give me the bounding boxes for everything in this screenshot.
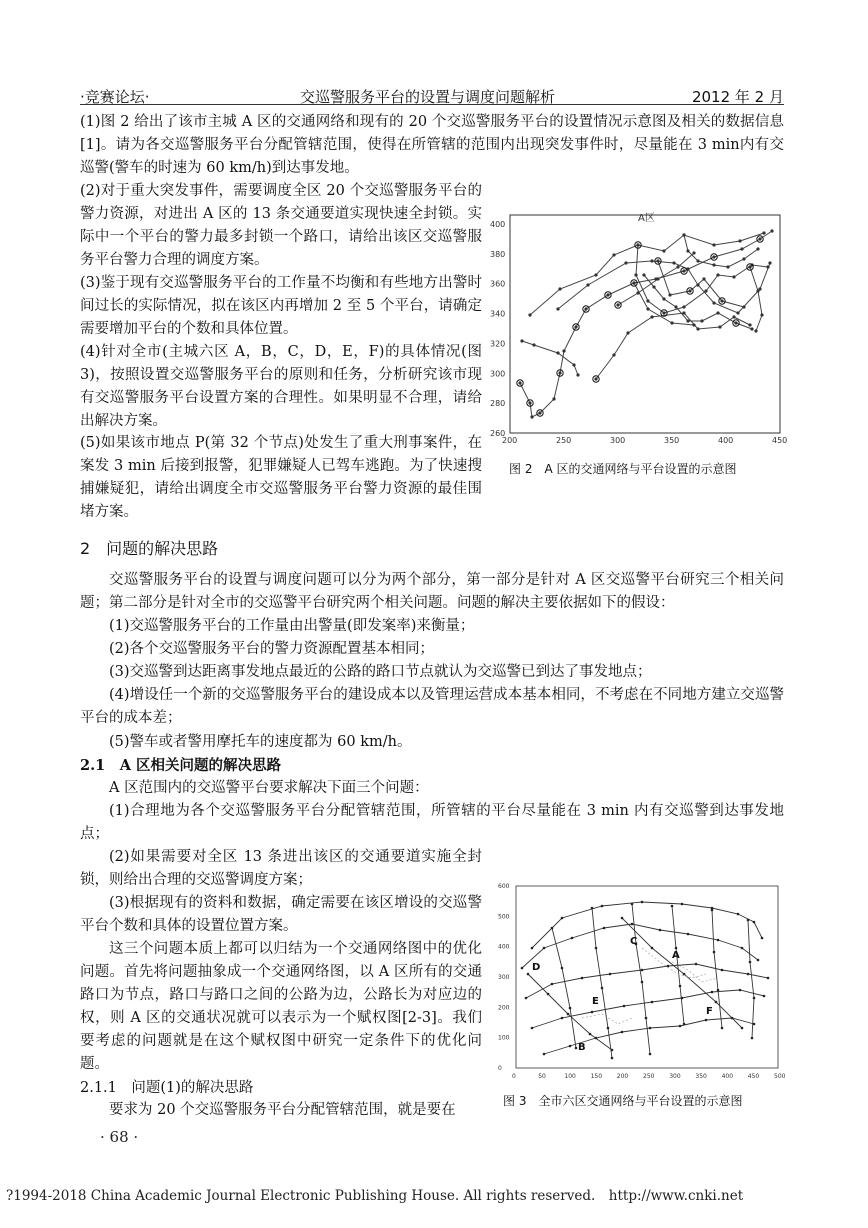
x-tick-label: 450 bbox=[747, 1073, 760, 1080]
network-node bbox=[561, 1017, 564, 1020]
network-node bbox=[761, 937, 764, 940]
network-node bbox=[632, 281, 635, 284]
road-line bbox=[528, 974, 612, 1050]
network-node bbox=[716, 273, 719, 276]
assumption-2: (2)各个交巡警服务平台的警力资源配置基本相同； bbox=[109, 641, 435, 657]
network-node bbox=[586, 283, 589, 286]
copyright-footer: ?1994-2018 China Academic Journal Electronic Publishing House. All rights reserved. http://www.cnki.net bbox=[6, 1188, 744, 1204]
network-node bbox=[611, 1057, 614, 1060]
network-node bbox=[721, 1027, 724, 1030]
road-line bbox=[684, 235, 758, 267]
network-node bbox=[753, 921, 756, 924]
network-node bbox=[704, 289, 707, 292]
network-node bbox=[692, 251, 695, 254]
network-node bbox=[731, 1017, 734, 1020]
network-node bbox=[656, 259, 659, 262]
network-node bbox=[636, 243, 639, 246]
x-tick-label: 300 bbox=[669, 1073, 681, 1080]
network-node bbox=[531, 947, 534, 950]
figure-2-nodes bbox=[518, 229, 773, 418]
road-line bbox=[522, 924, 758, 968]
network-node bbox=[646, 307, 649, 310]
network-node bbox=[591, 907, 594, 910]
network-node bbox=[572, 363, 575, 366]
network-node bbox=[631, 923, 634, 926]
network-node bbox=[662, 311, 665, 314]
road-line bbox=[522, 341, 578, 375]
network-node bbox=[712, 243, 715, 246]
region-label-e: E bbox=[592, 996, 599, 1007]
network-node bbox=[624, 261, 627, 264]
subsection-2-1-1-heading: 2.1.1 问题(1)的解决思路 bbox=[80, 1080, 254, 1096]
network-node bbox=[558, 287, 561, 290]
network-node bbox=[738, 239, 741, 242]
problem-5-paragraph: (5)如果该市地点 P(第 32 个节点)处发生了重大刑事案件，在案发 3 min 后接到报警，犯罪嫌疑人已驾车逃跑。为了快速搜捕嫌疑犯，请给出调度全市交巡警服务平台警力资源的最佳围堵方案。 bbox=[80, 435, 482, 520]
network-node bbox=[612, 353, 615, 356]
x-tick-label: 350 bbox=[664, 436, 680, 445]
network-node bbox=[671, 905, 674, 908]
network-node bbox=[770, 229, 773, 232]
network-node bbox=[762, 231, 765, 234]
x-tick-label: 450 bbox=[772, 436, 788, 445]
x-tick-label: 250 bbox=[556, 436, 572, 445]
network-node bbox=[674, 305, 677, 308]
x-tick-label: 350 bbox=[695, 1073, 707, 1080]
network-node bbox=[682, 305, 685, 308]
network-node bbox=[739, 989, 742, 992]
network-node bbox=[591, 1011, 594, 1014]
network-node bbox=[742, 305, 745, 308]
journal-column-label: ·竞赛论坛· bbox=[80, 88, 150, 106]
figure-2-platforms bbox=[517, 236, 763, 416]
network-node bbox=[594, 273, 597, 276]
network-node bbox=[720, 299, 723, 302]
figure-3-caption: 图 3 全市六区交通网络与平台设置的示意图 bbox=[503, 1094, 743, 1108]
network-node bbox=[634, 273, 637, 276]
figure-3-nodes bbox=[521, 901, 770, 1060]
network-node bbox=[712, 263, 715, 266]
y-tick-label: 360 bbox=[490, 279, 506, 289]
network-node bbox=[749, 961, 752, 964]
y-tick-label: 280 bbox=[490, 399, 506, 409]
y-tick-label: 400 bbox=[498, 943, 510, 951]
road-line bbox=[622, 918, 742, 1028]
road-line bbox=[632, 904, 650, 1054]
network-node bbox=[662, 297, 665, 300]
network-node bbox=[716, 311, 719, 314]
network-node bbox=[528, 401, 531, 404]
network-node bbox=[679, 1025, 682, 1028]
network-node bbox=[649, 1027, 652, 1030]
network-node bbox=[556, 307, 559, 310]
figure-3-road-network bbox=[522, 902, 768, 1058]
network-node bbox=[642, 273, 645, 276]
network-node bbox=[748, 265, 751, 268]
network-node bbox=[621, 1031, 624, 1034]
network-node bbox=[532, 343, 535, 346]
network-node bbox=[695, 963, 698, 966]
network-node bbox=[543, 1053, 546, 1056]
road-line bbox=[552, 928, 576, 1048]
network-node bbox=[521, 967, 524, 970]
network-node bbox=[747, 919, 750, 922]
network-node bbox=[589, 1033, 592, 1036]
network-node bbox=[711, 909, 714, 912]
network-node bbox=[518, 381, 521, 384]
network-node bbox=[667, 965, 670, 968]
x-tick-label: 150 bbox=[590, 1073, 603, 1080]
network-node bbox=[649, 1053, 652, 1056]
road-line bbox=[520, 231, 772, 417]
network-node bbox=[561, 967, 564, 970]
problem-1-paragraph: (1)图 2 给出了该市主城 A 区的交通网络和现有的 20 个交巡警服务平台的设置情况示意图及相关的数据信息[1]。请为各交巡警服务平台分配管辖范围，使得在所管辖的范围内出现突发事件时，尽量能在 3 min内有交巡警(警车的时速为 60 km/h)到达事发地。 bbox=[80, 114, 784, 176]
network-node bbox=[763, 995, 766, 998]
network-node bbox=[621, 917, 624, 920]
header-rule bbox=[80, 104, 784, 105]
last-paragraph: 要求为 20 个交巡警服务平台分配管辖范围，就是要在 bbox=[109, 1102, 456, 1118]
network-node bbox=[767, 977, 770, 980]
network-node bbox=[741, 947, 744, 950]
assumption-1: (1)交巡警服务平台的工作量由出警量(即发案率)来衡量； bbox=[109, 618, 475, 634]
figure-3-region-labels bbox=[532, 936, 713, 1053]
network-node bbox=[626, 331, 629, 334]
running-title: 交巡警服务平台的设置与调度问题解析 bbox=[300, 88, 556, 106]
network-node bbox=[718, 325, 721, 328]
network-node bbox=[645, 1017, 648, 1020]
network-node bbox=[646, 299, 649, 302]
network-node bbox=[607, 1027, 610, 1030]
network-node bbox=[756, 247, 759, 250]
network-node bbox=[721, 969, 724, 972]
network-node bbox=[700, 319, 703, 322]
network-node bbox=[726, 265, 729, 268]
road-line bbox=[532, 902, 762, 948]
network-node bbox=[551, 927, 554, 930]
network-node bbox=[682, 269, 685, 272]
network-node bbox=[611, 1049, 614, 1052]
x-tick-label: 200 bbox=[616, 1073, 629, 1080]
x-tick-label: 400 bbox=[721, 1073, 734, 1080]
network-node bbox=[656, 277, 659, 280]
y-tick-label: 260 bbox=[490, 429, 506, 438]
network-node bbox=[571, 937, 574, 940]
x-tick-label: 250 bbox=[643, 1073, 655, 1080]
network-node bbox=[616, 303, 619, 306]
y-tick-label: 300 bbox=[498, 974, 510, 981]
network-node bbox=[712, 301, 715, 304]
network-node bbox=[717, 939, 720, 942]
network-node bbox=[712, 255, 715, 258]
network-node bbox=[683, 1023, 686, 1026]
network-node bbox=[659, 929, 662, 932]
network-node bbox=[686, 249, 689, 252]
network-node bbox=[681, 903, 684, 906]
network-node bbox=[651, 1001, 654, 1004]
optimization-paragraph: 这三个问题本质上都可以归结为一个交通网络图中的优化问题。首先将问题抽象成一个交通网络图，以 A 区所有的交通路口为节点，路口与路口之间的公路为边，公路长为对应边的权，则 A 区的交通状况就可以表示为一个赋权图[2-3]。我们要考虑的问题就是在这个赋权图中研究一定条件下的优化问题。 bbox=[80, 941, 482, 1072]
network-node bbox=[717, 989, 720, 992]
region-label-f: F bbox=[706, 1006, 713, 1017]
road-line bbox=[532, 990, 764, 1028]
subsection-2-1-intro: A 区范围内的交巡警平台要求解决下面三个问题： bbox=[109, 780, 429, 796]
network-node bbox=[688, 289, 691, 292]
network-node bbox=[569, 1045, 572, 1048]
network-node bbox=[670, 321, 673, 324]
network-node bbox=[538, 411, 541, 414]
network-node bbox=[732, 275, 735, 278]
figure-2-network-plot bbox=[488, 205, 788, 450]
network-node bbox=[736, 311, 739, 314]
network-node bbox=[631, 903, 634, 906]
network-node bbox=[525, 997, 528, 1000]
y-tick-label: 0 bbox=[498, 1065, 502, 1072]
y-tick-label: 320 bbox=[490, 339, 506, 349]
figure-2-road-network bbox=[520, 231, 772, 417]
y-tick-label: 600 bbox=[498, 883, 510, 890]
network-node bbox=[742, 257, 745, 260]
issue-date: 2012 年 2 月 bbox=[691, 88, 784, 106]
region-label-a: A bbox=[672, 950, 680, 961]
network-node bbox=[686, 319, 689, 322]
x-tick-label: 400 bbox=[718, 436, 734, 445]
network-node bbox=[705, 1019, 708, 1022]
network-node bbox=[662, 249, 665, 252]
network-node bbox=[531, 1027, 534, 1030]
network-node bbox=[594, 377, 597, 380]
network-node bbox=[641, 969, 644, 972]
network-node bbox=[651, 947, 654, 950]
network-node bbox=[612, 253, 615, 256]
network-node bbox=[601, 987, 604, 990]
network-node bbox=[672, 261, 675, 264]
network-node bbox=[584, 307, 587, 310]
network-node bbox=[603, 927, 606, 930]
road-line bbox=[658, 261, 744, 307]
network-node bbox=[758, 237, 761, 240]
network-node bbox=[748, 323, 751, 326]
network-node bbox=[740, 247, 743, 250]
question-1: (1)合理地为各个交巡警服务平台分配管辖范围，所管辖的平台尽量能在 3 min 内有交巡警到达事发地点； bbox=[80, 803, 784, 842]
network-node bbox=[737, 913, 740, 916]
network-node bbox=[766, 265, 769, 268]
road-line bbox=[750, 267, 762, 331]
network-node bbox=[527, 973, 530, 976]
network-node bbox=[530, 415, 533, 418]
network-node bbox=[641, 981, 644, 984]
assumption-3: (3)交巡警到达距离事发地点最近的公路的路口节点就认为交巡警已到达了事发地点； bbox=[109, 664, 652, 680]
network-node bbox=[682, 311, 685, 314]
section-2-intro: 交巡警服务平台的设置与调度问题可以分为两个部分，第一部分是针对 A 区交巡警平台研究三个相关问题；第二部分是针对全市的交巡警平台研究两个相关问题。问题的解决主要依据如下的假设： bbox=[80, 572, 784, 611]
problem-4-paragraph: (4)针对全市(主城六区 A，B，C，D，E，F)的具体情况(图 3)，按照设置交巡警服务平台的原则和任务，分析研究该市现有交巡警服务平台设置方案的合理性。如果明显不合理，请给出解决方案。 bbox=[80, 344, 482, 429]
network-node bbox=[713, 951, 716, 954]
network-node bbox=[732, 315, 735, 318]
network-node bbox=[768, 261, 771, 264]
figure-2-title: A区 bbox=[638, 213, 655, 224]
figure-3-y-ticks bbox=[498, 883, 510, 1072]
network-node bbox=[753, 997, 756, 1000]
network-node bbox=[753, 1023, 756, 1026]
network-node bbox=[692, 323, 695, 326]
y-tick-label: 500 bbox=[498, 913, 510, 921]
network-node bbox=[561, 917, 564, 920]
network-node bbox=[636, 291, 639, 294]
network-node bbox=[576, 373, 579, 376]
network-node bbox=[528, 313, 531, 316]
network-node bbox=[679, 985, 682, 988]
question-3: (3)根据现有的资料和数据，确定需要在该区增设的交巡警平台个数和具体的设置位置方案。 bbox=[80, 895, 482, 934]
network-node bbox=[760, 313, 763, 316]
network-node bbox=[520, 339, 523, 342]
y-tick-label: 200 bbox=[498, 1004, 510, 1012]
network-node bbox=[747, 973, 750, 976]
y-tick-label: 380 bbox=[490, 249, 506, 259]
network-node bbox=[756, 289, 759, 292]
network-node bbox=[543, 947, 546, 950]
network-node bbox=[750, 327, 753, 330]
network-node bbox=[558, 371, 561, 374]
network-node bbox=[562, 349, 565, 352]
network-node bbox=[552, 397, 555, 400]
network-node bbox=[547, 993, 550, 996]
question-2: (2)如果需要对全区 13 条进出该区的交通要道实施全封锁，则给出合理的交巡警调度方案； bbox=[80, 849, 482, 888]
x-tick-label: 300 bbox=[610, 436, 626, 445]
network-node bbox=[641, 901, 644, 904]
network-node bbox=[676, 265, 679, 268]
y-tick-label: 300 bbox=[490, 369, 506, 379]
problem-2-paragraph: (2)对于重大突发事件，需要调度全区 20 个交巡警服务平台的警力资源，对进出 A 区的 13 条交通要道实现快速全封锁。实际中一个平台的警力最多封锁一个路口，请给出该区交巡警服务平台警力合理的调度方案。 bbox=[80, 183, 482, 268]
x-tick-label: 500 bbox=[774, 1073, 786, 1080]
network-node bbox=[702, 277, 705, 280]
network-node bbox=[650, 259, 653, 262]
network-node bbox=[711, 991, 714, 994]
x-tick-label: 100 bbox=[564, 1073, 576, 1080]
network-node bbox=[683, 973, 686, 976]
network-node bbox=[623, 1005, 626, 1008]
network-node bbox=[682, 233, 685, 236]
network-node bbox=[606, 293, 609, 296]
network-node bbox=[601, 905, 604, 908]
network-node bbox=[751, 1037, 754, 1040]
network-node bbox=[581, 977, 584, 980]
network-node bbox=[675, 947, 678, 950]
x-tick-label: 200 bbox=[502, 436, 518, 445]
figure-3-network-plot bbox=[492, 878, 787, 1083]
network-node bbox=[715, 1001, 718, 1004]
network-node bbox=[734, 321, 737, 324]
network-node bbox=[696, 283, 699, 286]
figure-3-x-ticks bbox=[512, 1073, 786, 1080]
network-node bbox=[741, 1027, 744, 1030]
network-node bbox=[681, 997, 684, 1000]
y-tick-label: 400 bbox=[490, 219, 506, 229]
assumption-5: (5)警车或者警用摩托车的速度都为 60 km/h。 bbox=[109, 734, 412, 750]
network-node bbox=[574, 325, 577, 328]
network-node bbox=[754, 329, 757, 332]
road-line bbox=[748, 920, 754, 1038]
network-node bbox=[595, 1037, 598, 1040]
network-node bbox=[650, 315, 653, 318]
network-node bbox=[575, 1047, 578, 1050]
page-number: · 68 · bbox=[100, 1128, 139, 1146]
figure-2-y-ticks bbox=[490, 220, 505, 438]
figure-2-x-ticks bbox=[502, 436, 787, 445]
problem-3-paragraph: (3)鉴于现有交巡警服务平台的工作量不均衡和有些地方出警时间过长的实际情况，拟在该区内再增加 2 至 5 个平台，请确定需要增加平台的个数和具体位置。 bbox=[80, 275, 482, 337]
network-node bbox=[551, 983, 554, 986]
network-node bbox=[687, 933, 690, 936]
network-node bbox=[696, 259, 699, 262]
road-line bbox=[644, 275, 752, 329]
network-node bbox=[567, 1013, 570, 1016]
y-tick-label: 100 bbox=[498, 1034, 510, 1042]
region-label-d: D bbox=[532, 962, 541, 973]
network-node bbox=[569, 1007, 572, 1010]
subsection-2-1-heading: 2.1 A 区相关问题的解决思路 bbox=[80, 757, 282, 774]
network-node bbox=[668, 293, 671, 296]
figure-2-caption: 图 2 A 区的交通网络与平台设置的示意图 bbox=[509, 462, 737, 476]
section-2-heading: 2 问题的解决思路 bbox=[80, 539, 219, 558]
region-label-b: B bbox=[578, 1042, 586, 1053]
x-tick-label: 0 bbox=[512, 1073, 516, 1080]
x-tick-label: 50 bbox=[538, 1073, 546, 1080]
assumption-4: (4)增设任一个新的交巡警服务平台的建设成本以及管理运营成本基本相同，不考虑在不同地方建立交巡警平台的成本差； bbox=[80, 687, 784, 726]
network-node bbox=[696, 327, 699, 330]
network-node bbox=[757, 959, 760, 962]
network-node bbox=[652, 285, 655, 288]
network-node bbox=[609, 973, 612, 976]
network-node bbox=[556, 351, 559, 354]
network-node bbox=[595, 947, 598, 950]
y-tick-label: 340 bbox=[490, 309, 506, 319]
region-label-c: C bbox=[630, 936, 638, 947]
